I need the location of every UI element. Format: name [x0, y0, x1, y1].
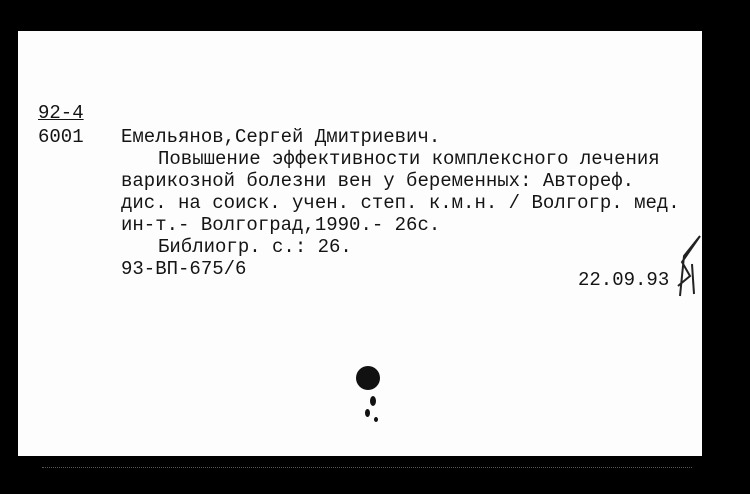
ink-speck: [374, 417, 378, 422]
catalog-card: [18, 31, 702, 456]
date-stamp: 22.09.93: [578, 269, 670, 291]
imprint-line: ин-т.- Волгоград,1990.- 26с.: [121, 214, 441, 236]
title-line-3: дис. на соиск. учен. степ. к.м.н. / Волгогр. мед.: [121, 192, 680, 214]
card-number: 93-ВП-675/6: [121, 258, 247, 280]
accession-number: 6001: [38, 126, 84, 148]
author-line: Емельянов,Сергей Дмитриевич.: [121, 126, 441, 148]
ink-speck: [370, 396, 376, 406]
title-line-2: варикозной болезни вен у беременных: Автореф.: [121, 170, 635, 192]
title-line-1: Повышение эффективности комплексного лечения: [158, 148, 660, 170]
pencil-mark-icon: [670, 216, 704, 302]
bottom-dotted-line: [42, 467, 692, 468]
ink-blot: [356, 366, 380, 390]
bibliography-note: Библиогр. с.: 26.: [158, 236, 352, 258]
shelf-number: 92-4: [38, 102, 84, 124]
ink-speck: [365, 409, 370, 417]
